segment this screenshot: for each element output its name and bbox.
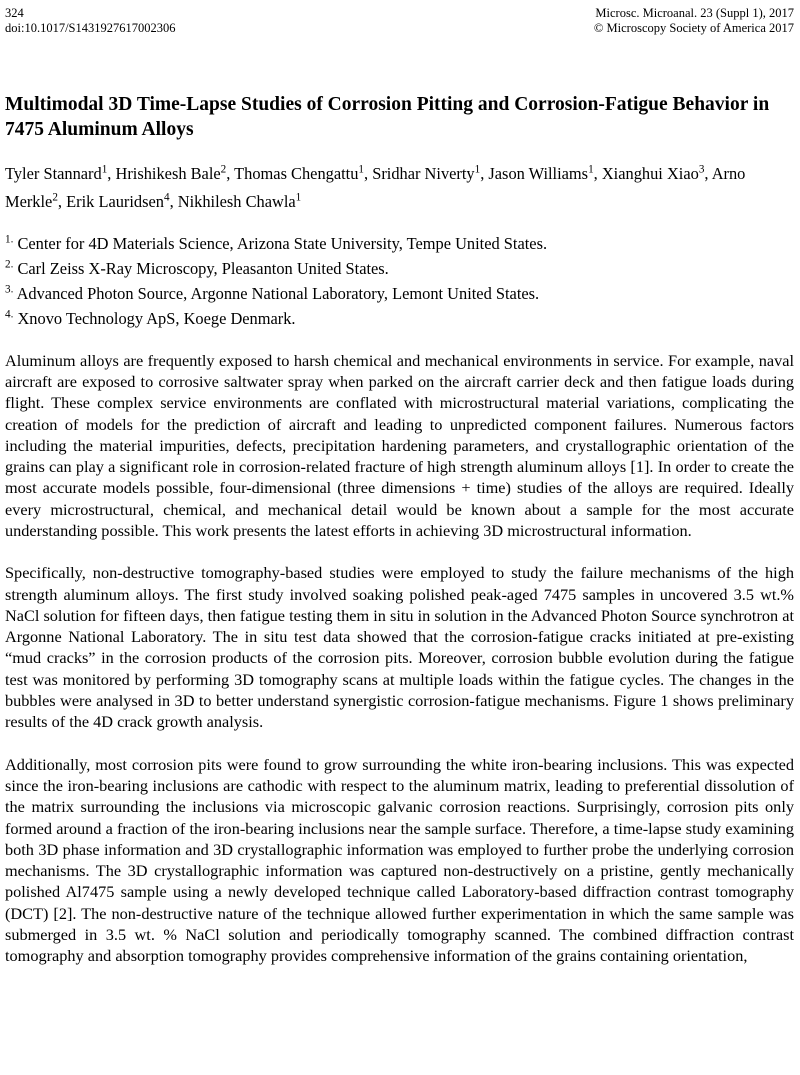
affiliation-number: 2. [5,258,14,271]
author [488,164,601,183]
affiliation-item [5,232,794,257]
affiliation-text: Carl Zeiss X-Ray Microscopy, Pleasanton United States. [17,258,389,278]
author-name: Thomas Chengattu [234,164,359,184]
author [602,164,712,183]
author-name: Nikhilesh Chawla [177,191,296,211]
author [372,164,488,183]
affiliation-number: 3. [5,283,14,296]
affiliation-number: 4. [5,308,14,321]
author-affiliation-superscript: 1 [588,163,594,176]
author-affiliation-superscript: 1 [474,163,481,176]
author-separator: , [169,191,178,211]
author-separator: , [704,164,712,184]
affiliation-text: Advanced Photon Source, Argonne National Laboratory, Lemont United States. [16,283,540,303]
author-affiliation-superscript: 2 [220,163,227,176]
author-separator: , [593,164,602,184]
affiliation-text: Center for 4D Materials Science, Arizona State University, Tempe United States. [17,233,548,253]
author-name: Erik Lauridsen [66,191,164,211]
author-separator: , [57,191,67,211]
author-separator: , [364,164,373,184]
header-right [594,6,794,36]
author-name: Arno Merkle [5,164,746,211]
author-name: Hrishikesh Bale [115,164,221,184]
author-affiliation-superscript: 3 [698,163,705,176]
journal-info: Microsc. Microanal. 23 (Suppl 1), 2017 [595,6,794,20]
author-affiliation-superscript: 1 [101,163,108,176]
affiliation-list [5,232,794,332]
doi: doi:10.1017/S1431927617002306 [5,20,176,35]
copyright-notice: © Microscopy Society of America 2017 [593,20,794,35]
author-name: Tyler Stannard [5,164,102,184]
affiliation-item [5,282,794,307]
author-name: Jason Williams [488,164,589,184]
affiliation-item [5,307,794,332]
author-affiliation-superscript: 2 [52,191,58,204]
author [5,164,116,183]
author [234,164,372,183]
affiliation-number: 1. [5,233,14,246]
author-separator: , [107,164,116,184]
author [66,192,178,211]
author-affiliation-superscript: 1 [295,191,302,204]
abstract-body [5,350,794,967]
author [178,192,301,211]
paper-title: Multimodal 3D Time-Lapse Studies of Corrosion Pitting and Corrosion-Fatigue Behavior in 7475 Aluminum Alloys [5,93,770,141]
paragraph-3: Additionally, most corrosion pits were found to grow surrounding the white iron-bearing inclusions. This was expected since the iron-bearing inclusions are cathodic with respect to the aluminum matrix, leading to preferential dissolution of the matrix surrounding the inclusions via microscopic galvanic corrosion reactions. Surprisingly, corrosion pits only formed around a fraction of the iron-bearing inclusions near the sample surface. Therefore, a time-lapse study examining both 3D phase information and 3D crystallographic information was employed to further probe the underlying corrosion mechanisms. The 3D crystallographic information was captured non-destructively on a pristine, gently mechanically polished Al7475 sample using a newly developed technique called Laboratory-based diffraction contrast tomography (DCT) [2]. The non-destructive nature of the technique allowed further experimentation in which the same sample was submerged in 3.5 wt. % NaCl solution and periodically tomography scanned. The combined diffraction contrast tomography and absorption tomography provides comprehensive information of the grains containing orientation, [5,754,794,966]
paragraph-2: Specifically, non-destructive tomography-based studies were employed to study the failure mechanisms of the high strength aluminum alloys. The first study involved soaking polished peak-aged 7475 samples in uncovered 3.5 wt.% NaCl solution for fifteen days, then fatigue testing them in situ in solution in the Advanced Photon Source synchrotron at Argonne National Laboratory. The in situ test data showed that the corrosion-fatigue cracks initiated at pre-existing “mud cracks” in the corrosion products of the corrosion pits. Moreover, corrosion bubble evolution during the fatigue test was monitored by performing 3D tomography scans at multiple loads within the fatigue cycles. The changes in the bubbles were analysed in 3D to better understand synergistic corrosion-fatigue mechanisms. Figure 1 shows preliminary results of the 4D crack growth analysis. [5,563,794,732]
affiliation-item [5,257,794,282]
affiliation-text: Xnovo Technology ApS, Koege Denmark. [17,308,296,328]
paragraph-1: Aluminum alloys are frequently exposed to harsh chemical and mechanical environments in service. For example, naval aircraft are exposed to corrosive saltwater spray when parked on the aircraft carrier deck and then fatigue loads during flight. These complex service environments are conflated with microstructural material variations, complicating the creation of models for the prediction of aircraft and leading to unpredicted component failures. Numerous factors including the material impurities, defects, precipitation hardening parameters, and crystallographic orientation of the grains can play a significant role in corrosion-related fracture of high strength aluminum alloys [1]. In order to create the most accurate models possible, four-dimensional (three dimensions + time) studies of the alloys are required. Ideally every microstructural, chemical, and mechanical detail would be known about a sample for the most accurate understanding possible. This work presents the latest efforts in achieving 3D microstructural information. [5,350,794,540]
author [116,164,235,183]
authors-line [5,160,794,215]
author-affiliation-superscript: 1 [358,163,364,176]
author-separator: , [480,164,489,184]
author-name: Sridhar Niverty [372,164,475,184]
header-left [5,6,176,36]
author-affiliation-superscript: 4 [163,191,170,204]
author-separator: , [226,164,235,184]
author-name: Xianghui Xiao [601,164,699,184]
page-number: 324 [5,6,24,20]
page-header [5,6,794,36]
